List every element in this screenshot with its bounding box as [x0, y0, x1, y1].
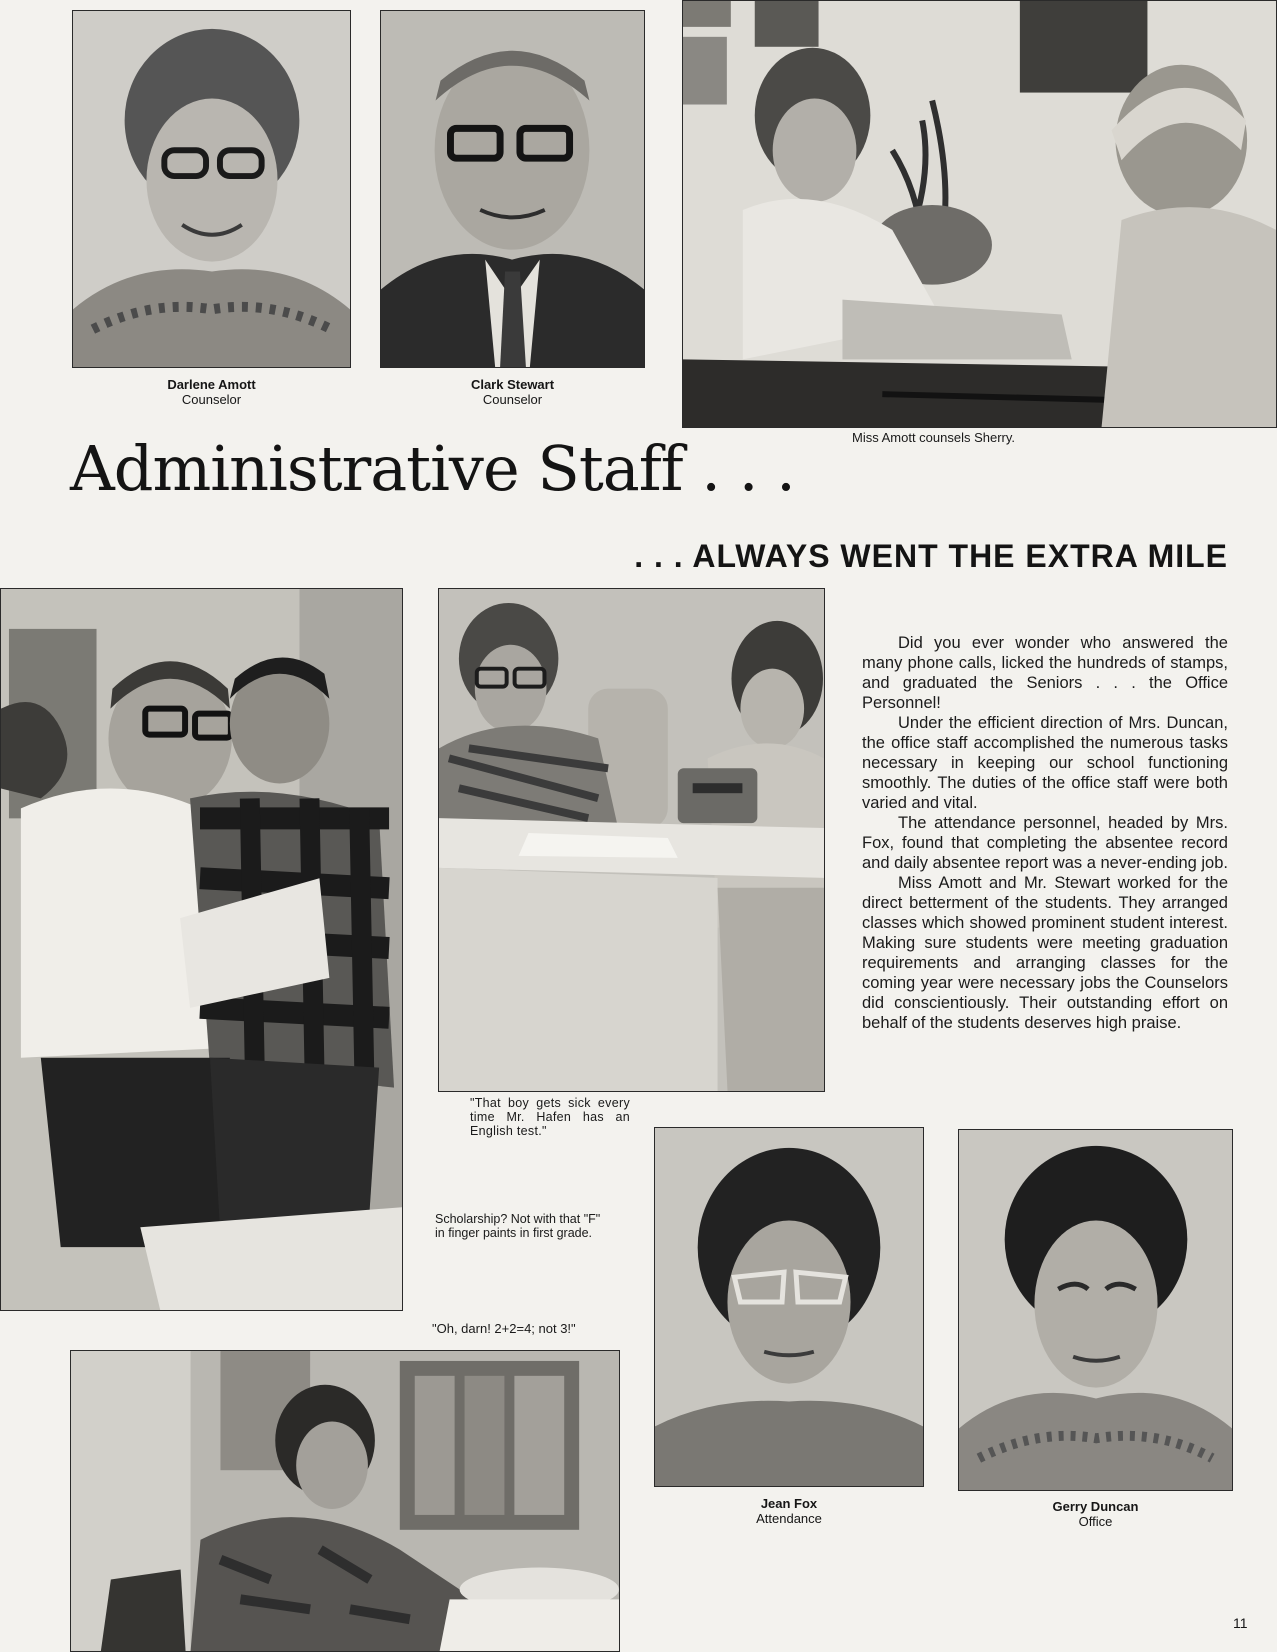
body-paragraph: The attendance personnel, headed by Mrs. Fox, found that completing the absentee record and daily absentee report was a never-ending job. [862, 814, 1228, 872]
duncan-name: Gerry Duncan [1052, 1499, 1139, 1514]
page-number: 11 [1233, 1615, 1248, 1631]
photo-man-and-boy [0, 588, 403, 1311]
article-body [862, 633, 1228, 1033]
stewart-role: Counselor [482, 392, 543, 407]
photo-amott-counseling [682, 0, 1277, 428]
duncan-role: Office [1078, 1514, 1113, 1529]
fox-name: Jean Fox [760, 1496, 818, 1511]
amott-role: Counselor [181, 392, 242, 407]
portrait-gerry-duncan [958, 1129, 1233, 1491]
caption-scholarship: Scholarship? Not with that "F" in finger paints in first grade. [435, 1212, 601, 1240]
body-paragraph: Miss Amott and Mr. Stewart worked for the direct betterment of the students. They arranged classes which showed prominent student interest. Making sure students were meeting graduation requirements and arranging classes for the coming year were necessary jobs the Counselors did conscientiously. Their outstanding effort on behalf of the students deserves high praise. [862, 874, 1228, 1032]
portrait-jean-fox [654, 1127, 924, 1487]
amott-name: Darlene Amott [167, 377, 256, 392]
body-paragraph: Did you ever wonder who answered the many phone calls, licked the hundreds of stamps, and graduated the Seniors . . . the Office Personnel! [862, 634, 1228, 712]
portrait-clark-stewart [380, 10, 645, 368]
fox-role: Attendance [756, 1511, 822, 1526]
caption-sick: "That boy gets sick every time Mr. Hafen has an English test." [470, 1096, 630, 1138]
photo-office-desk [438, 588, 825, 1092]
page-title: Administrative Staff . . . [70, 432, 795, 505]
caption-darn: "Oh, darn! 2+2=4; not 3!" [432, 1321, 576, 1336]
portrait-darlene-amott [72, 10, 351, 368]
stewart-name: Clark Stewart [470, 377, 555, 392]
caption-amott-counsels: Miss Amott counsels Sherry. [852, 430, 1016, 445]
body-paragraph: Under the efficient direction of Mrs. Duncan, the office staff accomplished the numerous tasks necessary in keeping our school functioning smoothly. The duties of the office staff were both varied and vital. [862, 714, 1228, 812]
photo-woman-at-desk [70, 1350, 620, 1652]
page-subtitle: . . . ALWAYS WENT THE EXTRA MILE [634, 538, 1228, 574]
